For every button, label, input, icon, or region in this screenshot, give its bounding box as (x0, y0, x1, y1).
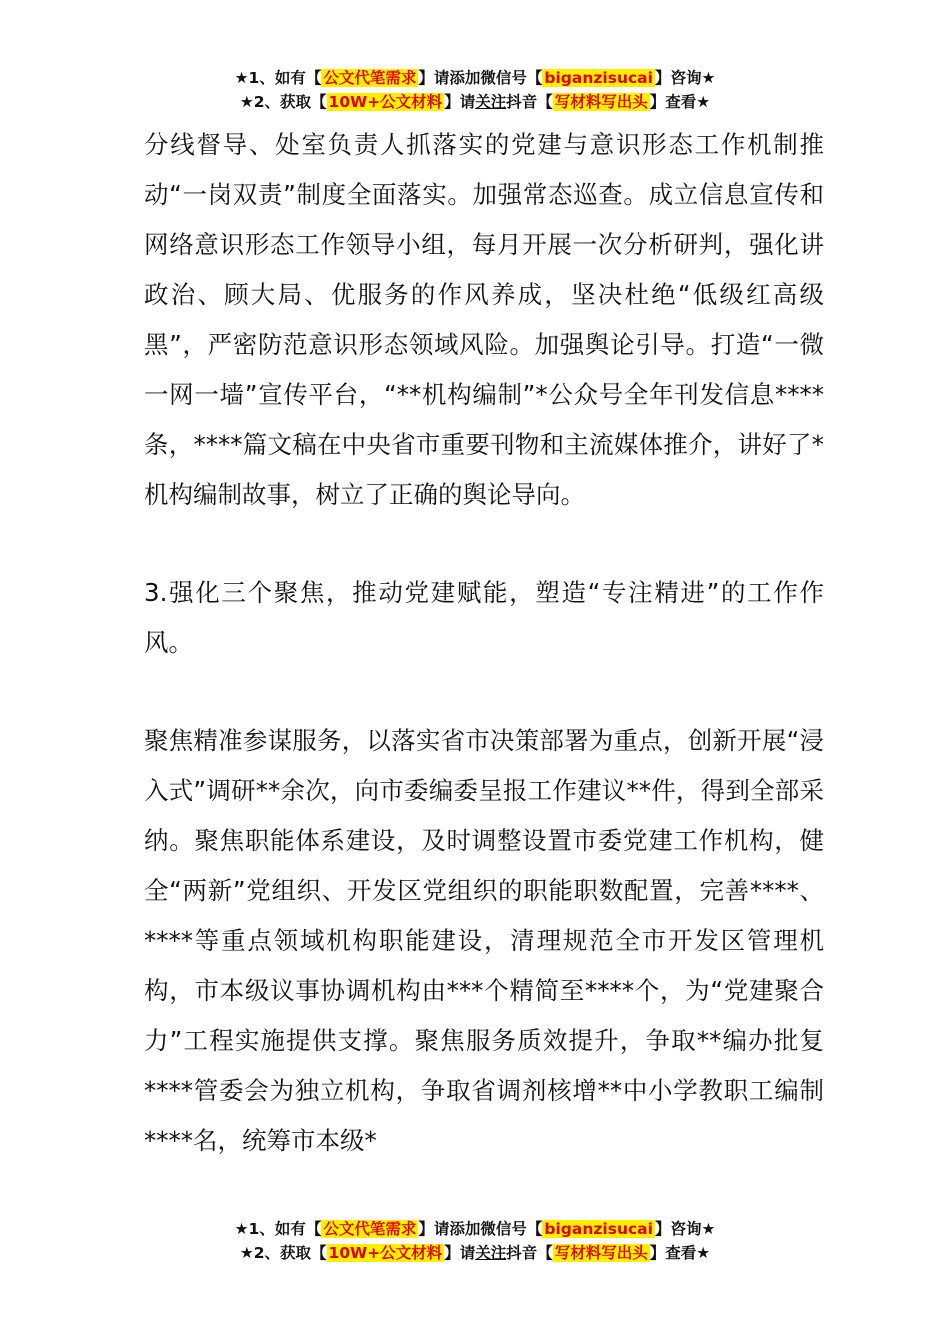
banner-text: 】查看★ (649, 1244, 711, 1262)
banner-highlight-wechat-id: biganzisucai (544, 69, 653, 87)
banner-text-emphasis: 关注 (475, 93, 507, 111)
paragraph-1: 分线督导、处室负责人抓落实的党建与意识形态工作机制推动“一岗双责”制度全面落实。加强常态巡查。成立信息宣传和网络意识形态工作领导小组，每月开展一次分析研判，强化讲政治、顾大局、优服务的作风养成，坚决杜绝“低级红高级黑”，严密防范意识形态领域风险。加强舆论引导。打造“一微一网一墙”宣传平台，“**机构编制”*公众号全年刊发信息****条，****篇文稿在中央省市重要刊物和主流媒体推介，讲好了*机构编制故事，树立了正确的舆论导向。 (144, 130, 824, 509)
footer-banner (0, 1217, 950, 1265)
banner-text: 微信号【 (480, 69, 543, 87)
banner-text-emphasis: 关注 (475, 1244, 507, 1262)
banner-text: ★1、如有【 (234, 1220, 322, 1238)
banner-line-2 (0, 90, 950, 114)
banner-text: 】咨询★ (654, 1220, 716, 1238)
banner-highlight-douyin: 写材料写出头 (554, 93, 648, 111)
banner-text: 】请 (418, 1220, 450, 1238)
banner-text: 】请 (444, 93, 476, 111)
banner-highlight-service: 公文代笔需求 (323, 69, 417, 87)
banner-text: 微信号【 (480, 1220, 543, 1238)
banner-text: ★2、获取【 (239, 93, 327, 111)
banner-highlight-materials: 10W+公文材料 (328, 1244, 443, 1262)
banner-text: 】查看★ (649, 93, 711, 111)
banner-text: 】咨询★ (654, 69, 716, 87)
banner-line-2 (0, 1241, 950, 1265)
banner-line-1 (0, 1217, 950, 1241)
banner-highlight-douyin: 写材料写出头 (554, 1244, 648, 1262)
document-body (144, 120, 824, 1166)
banner-text: ★2、获取【 (239, 1244, 327, 1262)
header-banner (0, 66, 950, 114)
paragraph-2: 聚焦精准参谋服务，以落实省市决策部署为重点，创新开展“浸入式”调研**余次，向市委编委呈报工作建议**件，得到全部采纳。聚焦职能体系建设，及时调整设置市委党建工作机构，健全“两新”党组织、开发区党组织的职能职数配置，完善****、****等重点领域机构职能建设，清理规范全市开发区管理机构，市本级议事协调机构由***个精简至****个，为“党建聚合力”工程实施提供支撑。聚焦服务质效提升，争取**编办批复****管委会为独立机构，争取省调剂核增**中小学教职工编制****名，统筹市本级* (144, 726, 824, 1155)
paragraph-gap (144, 668, 824, 716)
banner-text: 】请 (418, 69, 450, 87)
paragraph-gap (144, 520, 824, 568)
banner-text: 】请 (444, 1244, 476, 1262)
banner-text: ★1、如有【 (234, 69, 322, 87)
banner-highlight-wechat-id: biganzisucai (544, 1220, 653, 1238)
section-heading-3: 3.强化三个聚焦，推动党建赋能，塑造“专注精进”的工作作风。 (144, 578, 824, 657)
banner-highlight-materials: 10W+公文材料 (328, 93, 443, 111)
banner-text: 抖音【 (506, 93, 553, 111)
banner-line-1 (0, 66, 950, 90)
banner-text-emphasis: 添加 (449, 69, 481, 87)
banner-text: 抖音【 (506, 1244, 553, 1262)
banner-highlight-service: 公文代笔需求 (323, 1220, 417, 1238)
banner-text-emphasis: 添加 (449, 1220, 481, 1238)
